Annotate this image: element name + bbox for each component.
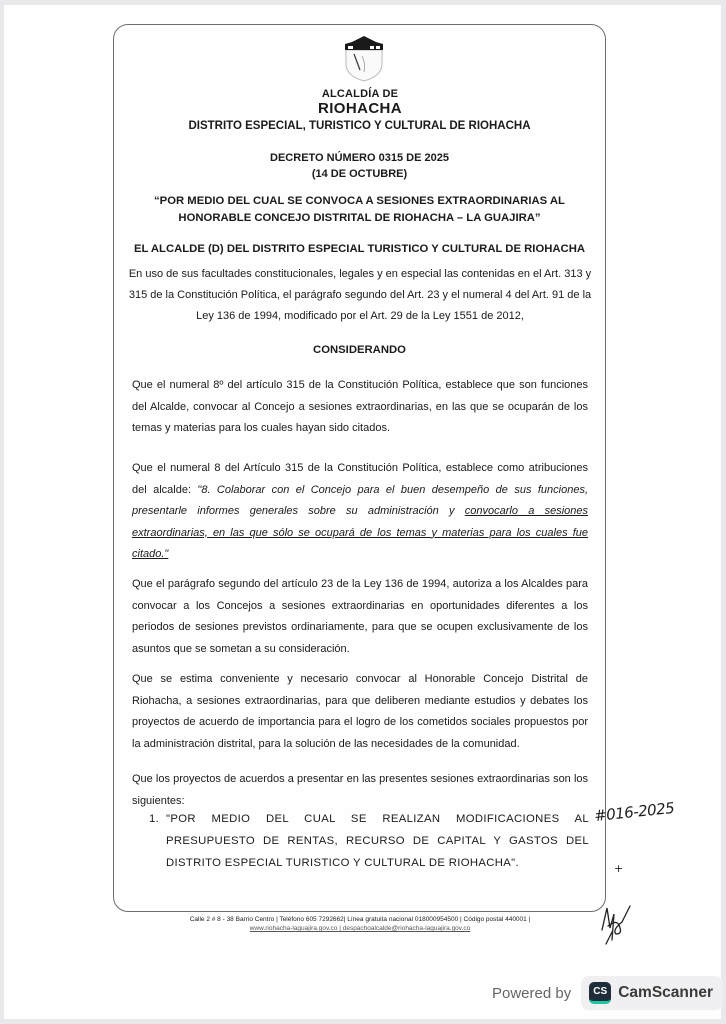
decree-date: (14 DE OCTUBRE) (311, 168, 408, 180)
decree-heading (113, 150, 606, 182)
handwritten-reference: #016-2025 (593, 798, 676, 826)
logo-wordmark (300, 89, 420, 116)
considerando-paragraph-2 (132, 458, 588, 566)
decree-title-line-2: HONORABLE CONCEJO DISTRITAL DE RIOHACHA – LA GUAJIRA” (178, 212, 541, 224)
paragraph-2-intro: Que el numeral 8 del Artículo 315 de la Constitución Política, establece como atribuciones del alcalde: (132, 462, 588, 496)
project-title: "POR MEDIO DEL CUAL SE REALIZAN MODIFICACIONES AL PRESUPUESTO DE RENTAS, RECURSO DE CAPITAL Y GASTOS DEL DISTRITO ESPECIAL TURISTICO Y CULTURAL DE RIOHACHA". (166, 813, 589, 869)
considerando-paragraph-1: Que el numeral 8º del artículo 315 de la Constitución Política, establece que son funciones del Alcalde, convocar al Concejo a sesiones extraordinarias, en las que se ocuparán de los temas y materias para los cuales hayan sido citados. (132, 379, 588, 434)
project-number: 1. (149, 813, 160, 825)
logo-line-1: ALCALDÍA DE (321, 88, 399, 100)
camscanner-badge (581, 976, 723, 1010)
camscanner-watermark (492, 976, 723, 1010)
considerando-paragraph-5: Que los proyectos de acuerdos a presentar en las presentes sesiones extraordinarias son los siguientes: (132, 773, 588, 807)
authority-heading: EL ALCALDE (D) DEL DISTRITO ESPECIAL TURISTICO Y CULTURAL DE RIOHACHA (133, 243, 586, 255)
camscanner-logo-icon: CS (589, 982, 611, 1004)
document-footer (120, 915, 600, 933)
paragraph-2-quote-underlined: convocarlo a sesiones extraordinarias, en las que sólo se ocupará de los temas y materias para los cuales fue citado." (132, 505, 588, 560)
decree-title-line-1: “POR MEDIO DEL CUAL SE CONVOCA A SESIONES EXTRAORDINARIAS AL (154, 195, 565, 207)
footer-address: Calle 2 # 8 - 38 Barrio Centro | Teléfono 605 7292662| Línea gratuita nacional 018000954500 | Código postal 440001 | (189, 916, 531, 923)
district-heading: DISTRITO ESPECIAL, TURISTICO Y CULTURAL DE RIOHACHA (188, 120, 531, 132)
camscanner-brand-name: CamScanner (618, 984, 713, 1001)
project-list-item (149, 808, 589, 874)
decree-title (113, 193, 606, 227)
logo-line-2: RIOHACHA (317, 100, 403, 117)
considerando-heading: CONSIDERANDO (313, 344, 406, 356)
powers-paragraph: En uso de sus facultades constitucionales, legales y en especial las contenidas en el Art. 313 y 315 de la Constitución Política, el parágrafo segundo del Art. 23 y el numeral 4 del Art. 91 de la Ley 136 de 1994, modificado por el Art. 29 de la Ley 1551 de 2012, (128, 268, 592, 322)
powered-by-label: Powered by (492, 984, 572, 1002)
handwritten-mark: + (614, 862, 624, 875)
decree-number: DECRETO NÚMERO 0315 DE 2025 (270, 152, 449, 164)
paragraph-2-quote: "8. Colaborar con el Concejo para el buen desempeño de sus funciones, presentarle informes generales sobre su administración y (132, 483, 588, 517)
considerando-paragraph-4: Que se estima conveniente y necesario convocar al Honorable Concejo Distrital de Riohacha, a sesiones extraordinarias, para que deliberen mediante estudios y debates los proyectos de acuerdo de importancia para el logro de los cometidos sociales propuestos por la administración distrital, para la solución de las necesidades de la comunidad. (132, 673, 588, 750)
considerando-paragraph-3: Que el parágrafo segundo del artículo 23 de la Ley 136 de 1994, autoriza a los Alcaldes para convocar a los Concejos a sesiones extraordinarias en oportunidades diferentes a los periodos de sesiones previstos ordinariamente, para que se ocupen exclusivamente de los asuntos que se sometan a su consideración. (132, 578, 588, 655)
footer-web-links[interactable]: www.riohacha-laguajira.gov.co | despachoalcalde@riohacha-laguajira.gov.co (249, 925, 471, 932)
handwritten-signature-icon (598, 900, 634, 948)
alcaldia-riohacha-shield-icon (340, 36, 388, 82)
